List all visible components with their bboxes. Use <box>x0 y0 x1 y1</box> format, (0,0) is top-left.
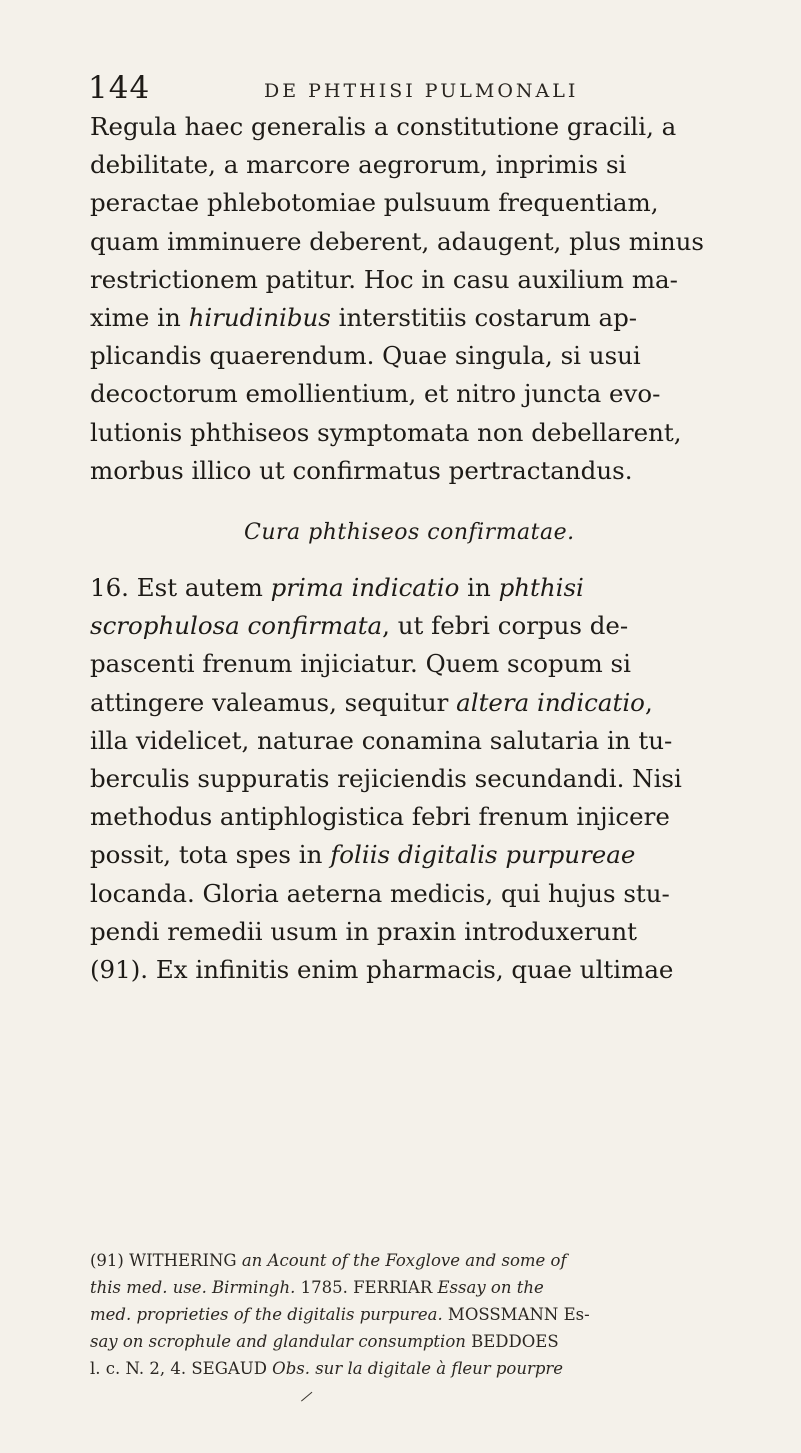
footnote-line: (91) WITHERING an Acount of the Foxglove and some of <box>90 1251 567 1270</box>
text-line: possit, tota spes in foliis digitalis purpureae <box>90 840 636 870</box>
footnote-line: say on scrophule and glandular consumption BEDDOES <box>90 1332 559 1351</box>
stray-mark <box>301 1392 313 1403</box>
text-line: (91). Ex infinitis enim pharmacis, quae ultimae <box>90 954 674 984</box>
text-line: restrictionem patitur. Hoc in casu auxilium ma- <box>90 264 678 294</box>
text-line: quam imminuere deberent, adaugent, plus minus <box>90 226 704 256</box>
running-title: DE PHTHISI PULMONALI <box>264 80 579 102</box>
footnote <box>90 1247 750 1382</box>
text-line: methodus antiphlogistica febri frenum injicere <box>90 802 670 832</box>
text-line: debilitate, a marcore aegrorum, inprimis si <box>90 150 627 180</box>
text-line: peractae phlebotomiae pulsuum frequentiam, <box>90 188 659 218</box>
text-line: locanda. Gloria aeterna medicis, qui hujus stu- <box>90 878 670 908</box>
paragraph-1 <box>90 108 750 490</box>
paragraph-2 <box>90 569 750 989</box>
text-line: morbus illico ut confirmatus pertractandus. <box>90 455 633 485</box>
text-line: pascenti frenum injiciatur. Quem scopum si <box>90 649 631 679</box>
text-line: pendi remedii usum in praxin introduxerunt <box>90 916 637 946</box>
footnote-line: l. c. N. 2, 4. SEGAUD Obs. sur la digitale à fleur pourpre <box>90 1359 564 1378</box>
running-head <box>88 70 768 110</box>
page-number: 144 <box>88 70 151 106</box>
text-line: decoctorum emollientium, et nitro juncta evo- <box>90 379 661 409</box>
text-line: plicandis quaerendum. Quae singula, si usui <box>90 341 641 371</box>
footnote-line: this med. use. Birmingh. 1785. FERRIAR Essay on the <box>90 1278 544 1297</box>
text-line: attingere valeamus, sequitur altera indicatio, <box>90 687 653 717</box>
text-line: 16. Est autem prima indicatio in phthisi <box>90 573 584 602</box>
text-line: illa videlicet, naturae conamina salutaria in tu- <box>90 725 673 755</box>
text-line: berculis suppuratis rejiciendis secundandi. Nisi <box>90 763 682 793</box>
section-heading: Cura phthiseos confirmatae. <box>244 520 575 545</box>
footnote-line: med. proprieties of the digitalis purpurea. MOSSMANN Es- <box>90 1305 590 1324</box>
text-line: lutionis phthiseos symptomata non debellarent, <box>90 417 682 447</box>
text-line: xime in hirudinibus interstitiis costarum ap- <box>90 302 638 332</box>
text-line: Regula haec generalis a constitutione gracili, a <box>90 112 677 141</box>
text-line: scrophulosa confirmata, ut febri corpus de- <box>90 611 629 641</box>
